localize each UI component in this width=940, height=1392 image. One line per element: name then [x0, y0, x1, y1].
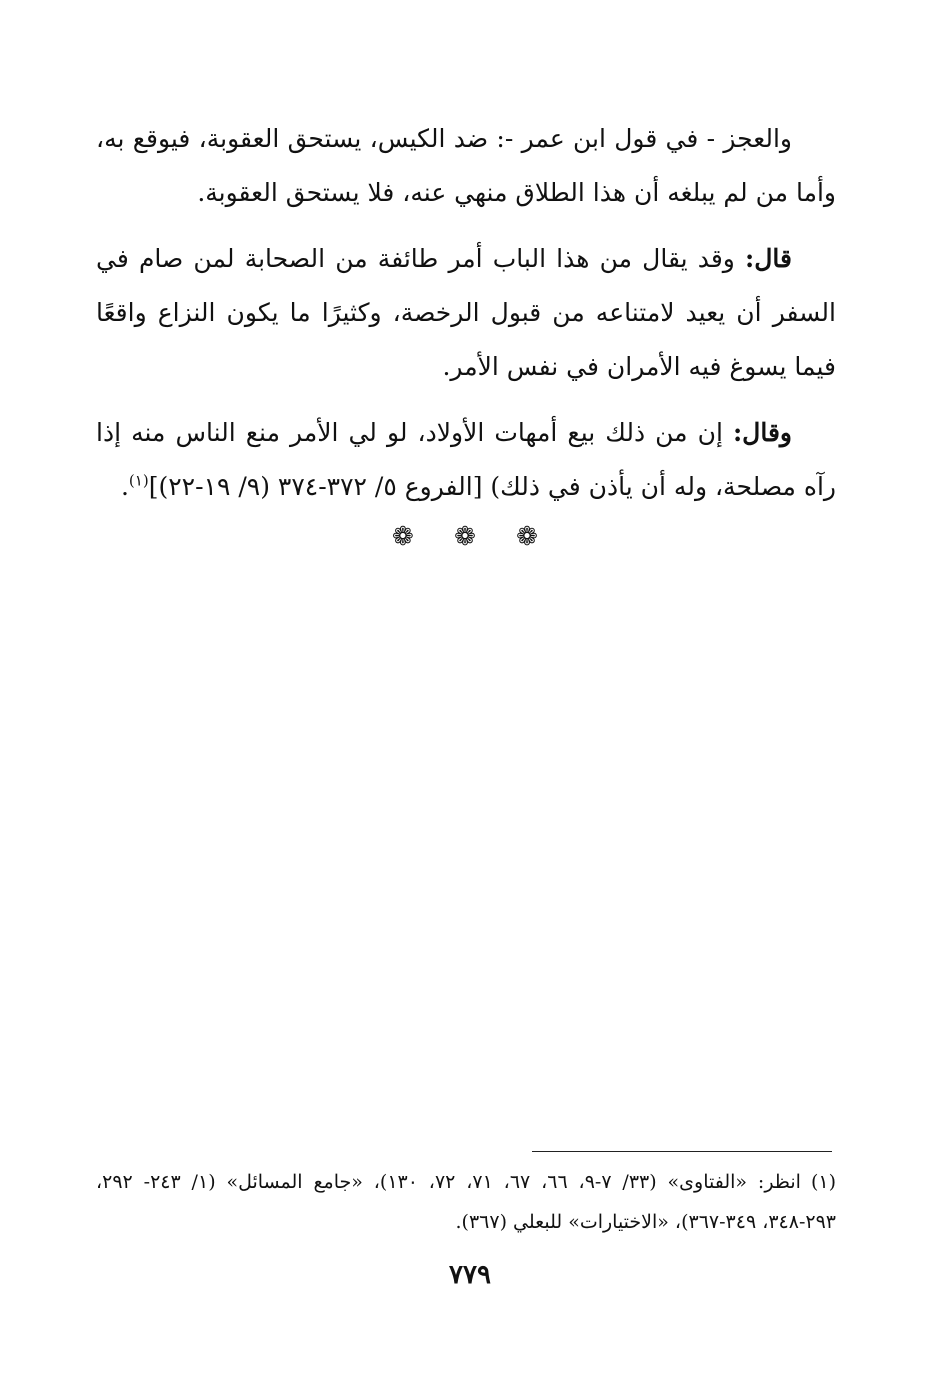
- ornament-star-icon: ❁: [454, 522, 486, 552]
- ornament-star-icon: ❁: [392, 522, 424, 552]
- paragraph-2-text: وقد يقال من هذا الباب أمر طائفة من الصحابة لمن صام في السفر أن يعيد لامتناعه من قبول الرخصة، وكثيرًا ما يكون النزاع واقعًا فيما يسوغ فيه الأمران في نفس الأمر.: [96, 244, 836, 381]
- footnote-1-text: انظر: «الفتاوى» (٣٣/ ٧-٩، ٦٦، ٦٧، ٧١، ٧٢، ١٣٠)، «جامع المسائل» (١/ ٢٤٣- ٢٩٢، ٢٩٣-٣٤٨، ٣٤٩-٣٦٧)، «الاختيارات» للبعلي (٣٦٧).: [96, 1171, 836, 1233]
- paragraph-3-lead: وقال:: [732, 418, 792, 447]
- main-text: [96, 112, 836, 526]
- page-number: ٧٧٩: [449, 1260, 491, 1290]
- footnote-1: [96, 1162, 836, 1242]
- paragraph-1: [96, 112, 836, 220]
- footnotes: [96, 1162, 836, 1242]
- paragraph-2: [96, 232, 836, 394]
- paragraph-3: [96, 406, 836, 514]
- footnote-1-number: (١): [810, 1171, 837, 1193]
- ornament-star-icon: ❁: [516, 522, 548, 552]
- section-ornament: [0, 522, 940, 552]
- paragraph-2-lead: قال:: [745, 244, 792, 273]
- paragraph-1-text: والعجز - في قول ابن عمر -: ضد الكيس، يستحق العقوبة، فيوقع به، وأما من لم يبلغه أن هذا الطلاق منهي عنه، فلا يستحق العقوبة.: [96, 124, 836, 207]
- paragraph-3-tail: .: [120, 472, 129, 501]
- footnote-divider: [532, 1151, 832, 1152]
- footnote-reference[interactable]: (١): [128, 471, 149, 490]
- paragraph-3-text: إن من ذلك بيع أمهات الأولاد، لو لي الأمر منع الناس منه إذا رآه مصلحة، وله أن يأذن في ذلك) [الفروع ٥/ ٣٧٢-٣٧٤ (٩/ ١٩-٢٢)]: [96, 418, 836, 501]
